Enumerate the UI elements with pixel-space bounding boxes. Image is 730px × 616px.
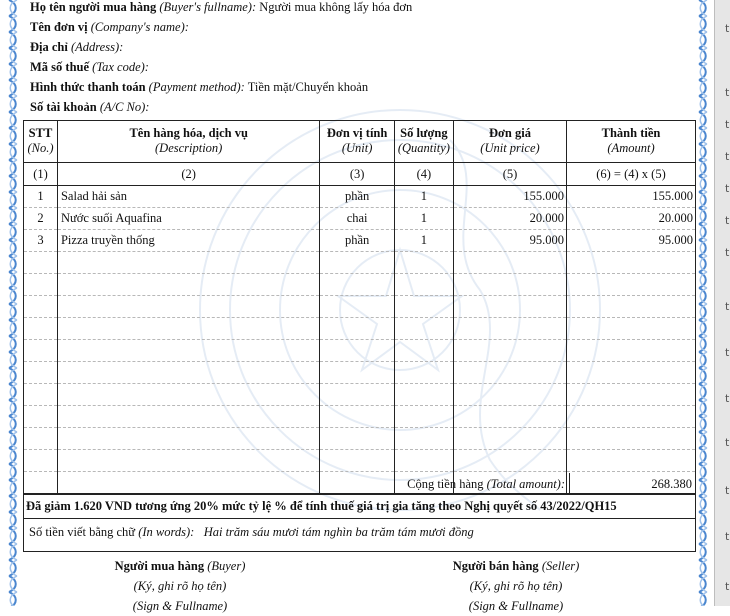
header-quantity-en: (Quantity) (394, 141, 453, 163)
row-unit-price: 155.000 (453, 186, 566, 208)
header-unit: Đơn vị tính (320, 121, 394, 142)
discount-note: Đã giảm 1.620 VND tương ứng 20% mức tỷ lệ % để tính thuế giá trị gia tăng theo Nghị quyết số 43/2022/QH15 (23, 495, 696, 519)
row-unit-price: 95.000 (453, 230, 566, 252)
empty-row (24, 362, 696, 384)
buyer-signature-block: Người mua hàng (Buyer) (Ký, ghi rõ họ tên) (Sign & Fullname) (114, 559, 246, 613)
table-row (24, 230, 696, 252)
row-quantity: 1 (394, 230, 453, 252)
tax-code-line: Mã số thuế (Tax code): (30, 60, 149, 74)
decorative-border-left (6, 0, 20, 606)
header-description: Tên hàng hóa, dịch vụ (57, 121, 319, 142)
row-unit: phần (320, 186, 394, 208)
seller-signature-block: Người bán hàng (Seller) (Ký, ghi rõ họ tên) (Sign & Fullname) (452, 559, 580, 613)
company-name-line: Tên đơn vị (Company's name): (30, 20, 189, 34)
total-amount-row (23, 473, 696, 495)
empty-row (24, 428, 696, 450)
col-number: (2) (57, 163, 319, 186)
account-number-line: Số tài khoản (A/C No): (30, 100, 150, 114)
empty-row (24, 406, 696, 428)
row-amount: 20.000 (567, 208, 696, 230)
empty-row (24, 274, 696, 296)
col-number: (1) (24, 163, 58, 186)
col-number: (5) (453, 163, 566, 186)
header-amount: Thành tiền (567, 121, 696, 142)
row-description: Pizza truyền thống (57, 230, 319, 252)
row-quantity: 1 (394, 208, 453, 230)
header-no-en: (No.) (24, 141, 58, 163)
row-quantity: 1 (394, 186, 453, 208)
header-quantity: Số lượng (394, 121, 453, 142)
empty-row (24, 340, 696, 362)
row-no: 3 (24, 230, 58, 252)
empty-row (24, 252, 696, 274)
empty-row (24, 450, 696, 472)
col-number: (3) (320, 163, 394, 186)
items-table (23, 120, 696, 494)
total-amount-value: 268.380 (651, 477, 692, 491)
total-amount-label: Cộng tiền hàng (Total amount): (407, 477, 565, 491)
row-description: Nước suối Aquafina (57, 208, 319, 230)
side-panel: t t t t t t t t t t t t t t (714, 0, 730, 606)
payment-method-line: Hình thức thanh toán (Payment method): Tiền mặt/Chuyển khoản (30, 80, 369, 94)
buyer-fullname-line: Họ tên người mua hàng (Buyer's fullname): Người mua không lấy hóa đơn (30, 0, 413, 14)
row-unit: phần (320, 230, 394, 252)
empty-row (24, 318, 696, 340)
address-line: Địa chỉ (Address): (30, 40, 124, 54)
col-number: (6) = (4) x (5) (567, 163, 696, 186)
amount-in-words: Số tiền viết bằng chữ (In words): Hai trăm sáu mươi tám nghìn ba trăm tám mươi đồng (23, 519, 696, 552)
row-no: 1 (24, 186, 58, 208)
empty-row (24, 384, 696, 406)
row-no: 2 (24, 208, 58, 230)
row-unit-price: 20.000 (453, 208, 566, 230)
header-unit-price: Đơn giá (453, 121, 566, 142)
empty-row (24, 296, 696, 318)
header-unit-en: (Unit) (320, 141, 394, 163)
header-amount-en: (Amount) (567, 141, 696, 163)
row-unit: chai (320, 208, 394, 230)
row-description: Salad hải sản (57, 186, 319, 208)
amount-in-words-value: Hai trăm sáu mươi tám nghìn ba trăm tám mươi đồng (203, 525, 474, 539)
col-number: (4) (394, 163, 453, 186)
row-amount: 95.000 (567, 230, 696, 252)
header-no: STT (24, 121, 58, 142)
row-amount: 155.000 (567, 186, 696, 208)
header-description-en: (Description) (57, 141, 319, 163)
table-row (24, 208, 696, 230)
decorative-border-right (696, 0, 710, 606)
header-unit-price-en: (Unit price) (453, 141, 566, 163)
table-row (24, 186, 696, 208)
